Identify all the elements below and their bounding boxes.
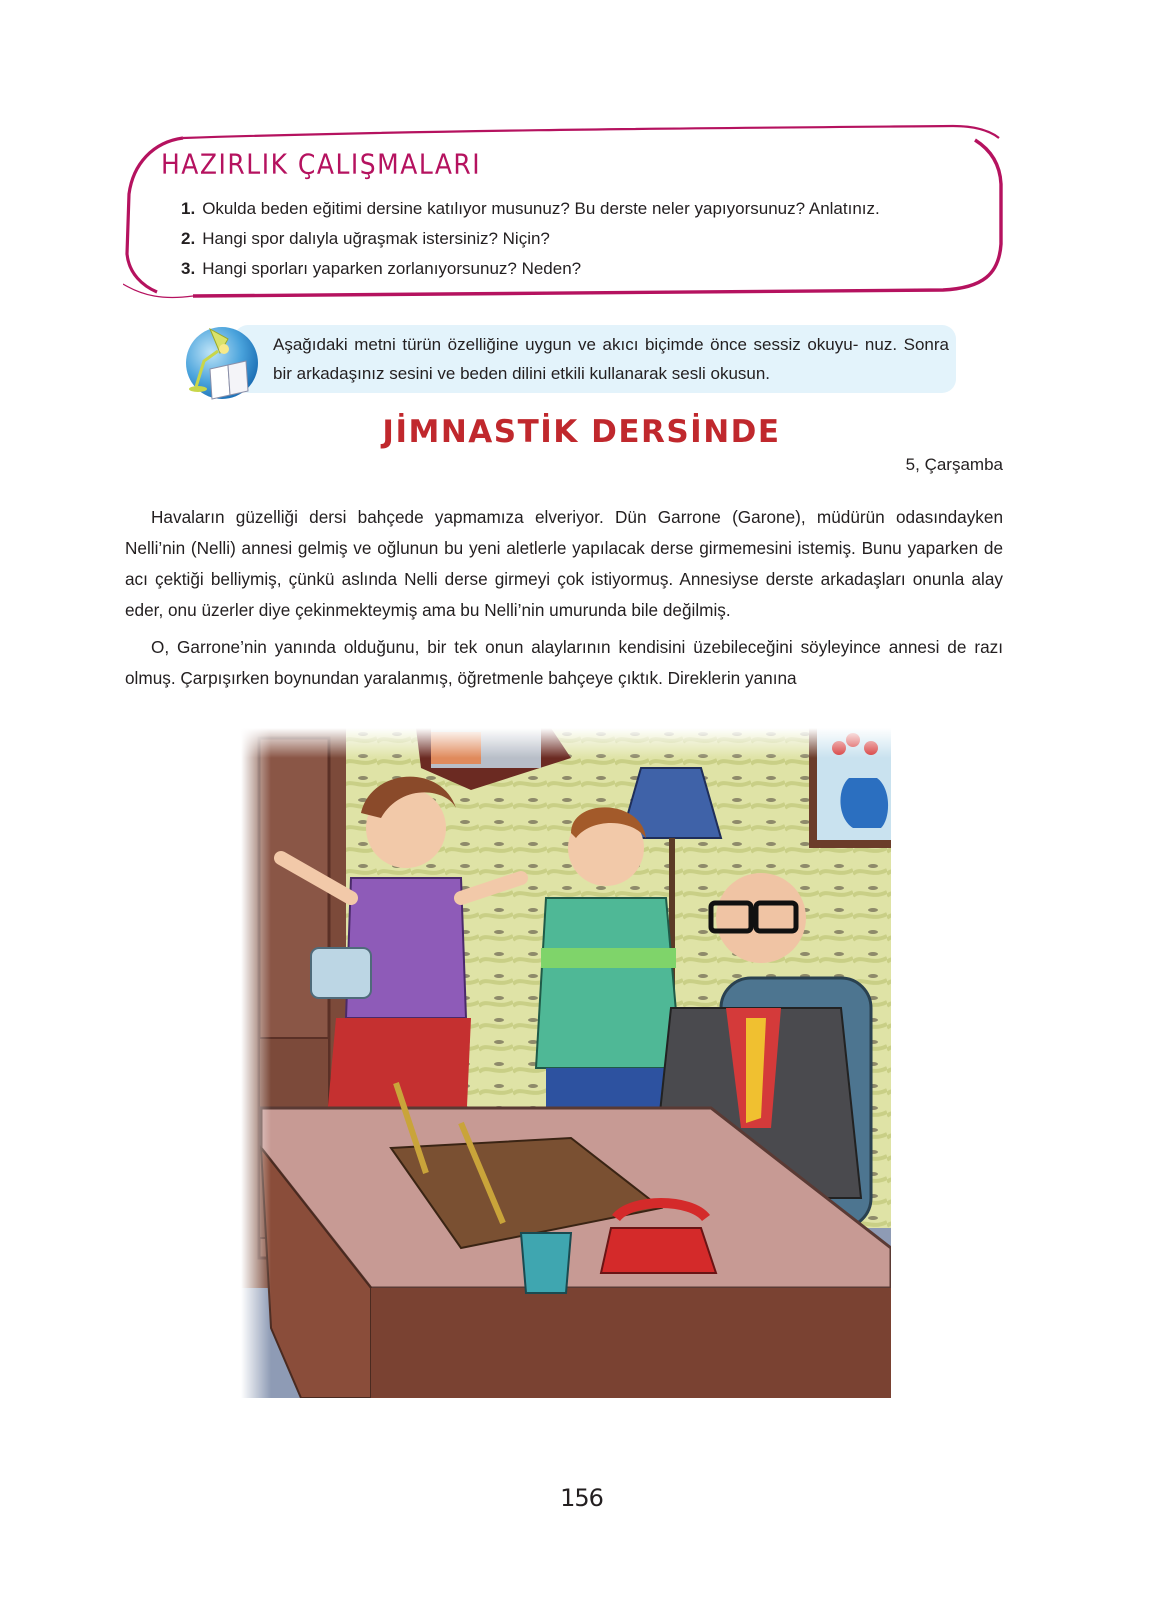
preparation-questions [181,194,880,284]
question-item [181,194,880,224]
question-text: Hangi sporları yaparken zorlanıyorsunuz? Neden? [202,259,582,278]
preparation-title: HAZIRLIK ÇALIŞMALARI [161,148,482,180]
question-number: 2. [181,229,196,248]
story-date: 5, Çarşamba [905,455,1003,474]
question-item [181,254,880,284]
question-item [181,224,880,254]
story-illustration [241,728,891,1398]
question-number: 1. [181,199,196,218]
reading-instruction [184,321,959,401]
question-text: Hangi spor dalıyla uğraşmak istersiniz? Niçin? [202,229,550,248]
instruction-text: Aşağıdaki metni türün özelliğine uygun ve akıcı biçimde önce sessiz okuyu- nuz. Sonra bir arkadaşınız sesini ve beden dilini etkili kullanarak sesli okusun. [273,335,949,383]
story-title: JİMNASTİK DERSİNDE [382,414,781,450]
story-paragraph: Havaların güzelliği dersi bahçede yapmamıza elveriyor. Dün Garrone (Garone), müdürün odasındayken Nelli’nin (Nelli) annesi gelmiş ve oğlunun bu yeni aletlerle yapılacak derse girmemesini istemiş. Bunu yaparken de acı çektiği belliymiş, çünkü aslında Nelli derse girmeyi çok istiyormuş. Annesiyse derste arkadaşları onunla alay eder, onu üzerler diye çekinmekteymiş ama bu Nelli’nin umurunda bile değilmiş. [125,507,1003,620]
preparation-box [123,124,1003,300]
reading-lamp-book-icon [184,321,262,401]
question-text: Okulda beden eğitimi dersine katılıyor musunuz? Bu derste neler yapıyorsunuz? Anlatınız. [202,199,880,218]
question-number: 3. [181,259,196,278]
story-body [125,502,1003,700]
page-number: 156 [560,1484,603,1512]
story-paragraph: O, Garrone’nin yanında olduğunu, bir tek onun alaylarının kendisini üzebileceğini söyleyince annesi de razı olmuş. Çarpışırken boynundan yaralanmış, öğretmenle bahçeye çıktık. Direklerin yanına [125,637,1003,688]
office-scene-illustration [241,728,891,1398]
